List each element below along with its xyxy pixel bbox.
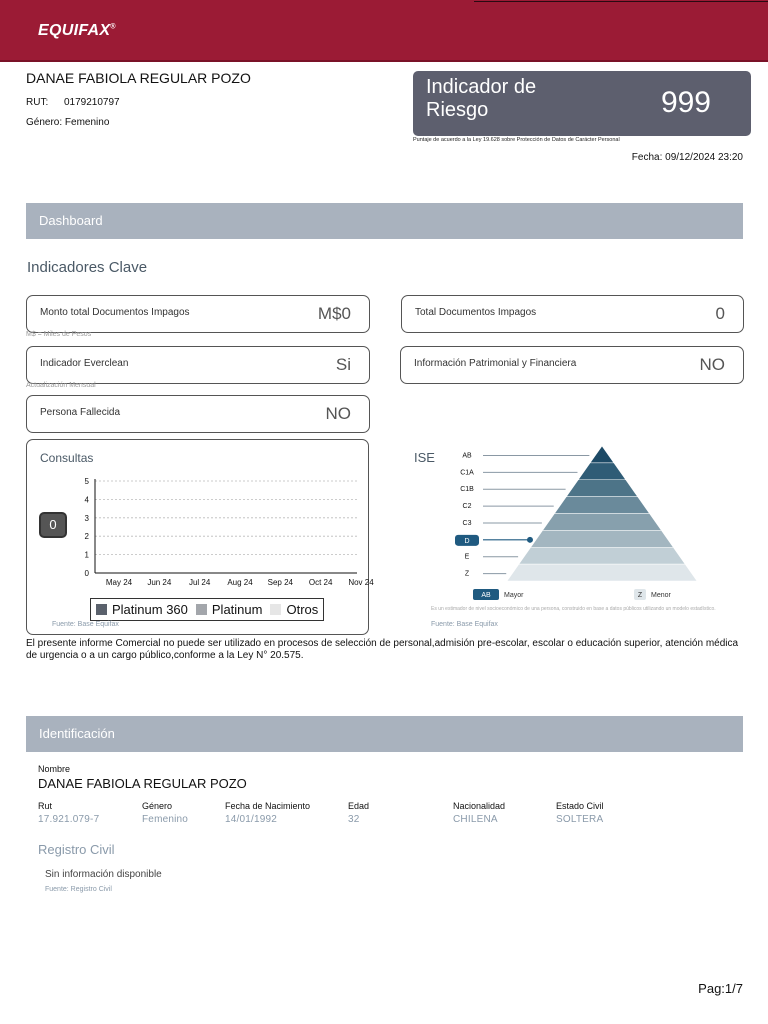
y-tick-label: 0 xyxy=(84,569,89,578)
identificacion-section-bar: Identificación xyxy=(26,716,743,752)
id-field-value: CHILENA xyxy=(453,814,498,825)
legal-disclaimer: El presente informe Comercial no puede ser utilizado en procesos de selección de personal,admisión pre-escolar, escolar o educación superior, atención médica de urgencia o a un cargo público,conforme a la Ley N° 20.575. xyxy=(26,638,739,661)
page-number: Pag:1/7 xyxy=(698,981,743,996)
ise-title: ISE xyxy=(414,450,435,465)
consultas-total-badge: 0 xyxy=(39,512,67,538)
y-tick-label: 2 xyxy=(84,532,89,542)
risk-legal-note: Puntaje de acuerdo a la Ley 19.628 sobre Protección de Datos de Carácter Personal xyxy=(413,137,620,143)
report-date: Fecha: 09/12/2024 23:20 xyxy=(631,152,743,163)
id-field-label: Género xyxy=(142,801,173,811)
ise-fine-print: Es un estimador de nivel socioeconómico de una persona, construido en base a datos públicos utilizando un modelo estadístico. xyxy=(431,606,716,612)
kpi-label: Información Patrimonial y Financiera xyxy=(414,358,577,369)
ise-level-e xyxy=(519,547,685,564)
registro-civil-empty: Sin información disponible xyxy=(45,869,162,880)
kpi-note-miles-de-pesos: M$ = Miles de Pesos xyxy=(26,331,92,338)
kpi-label: Monto total Documentos Impagos xyxy=(40,307,190,318)
kpi-label: Total Documentos Impagos xyxy=(415,307,537,318)
ise-level-label: C1B xyxy=(460,486,474,494)
id-field-label: Estado Civil xyxy=(556,801,604,811)
ise-legend-high-badge-label: AB xyxy=(481,592,491,599)
header-bottom-border xyxy=(0,60,768,62)
kpi-card-everclean xyxy=(26,346,370,384)
id-field-label: Edad xyxy=(348,801,370,811)
header-divider xyxy=(474,1,768,2)
ise-legend-low-badge-label: Z xyxy=(637,592,643,599)
risk-score: 999 xyxy=(660,86,711,119)
x-tick-label: Oct 24 xyxy=(308,578,333,587)
ise-legend-low-label: Menor xyxy=(651,592,671,599)
y-tick-label: 3 xyxy=(84,513,89,523)
ise-level-label: E xyxy=(464,553,470,561)
id-field-label: Fecha de Nacimiento xyxy=(225,801,311,811)
x-tick-label: Sep 24 xyxy=(267,578,294,587)
y-tick-label: 4 xyxy=(84,495,89,505)
kpi-value: NO xyxy=(325,404,351,423)
ise-level-label: D xyxy=(464,537,470,545)
consultas-title: Consultas xyxy=(40,451,94,465)
person-name: DANAE FABIOLA REGULAR POZO xyxy=(26,70,251,86)
id-field-value: Femenino xyxy=(142,814,189,825)
kpi-label: Indicador Everclean xyxy=(40,358,129,369)
id-field-value: SOLTERA xyxy=(556,814,604,825)
id-field-value: 17.921.079-7 xyxy=(38,814,100,825)
x-tick-label: Nov 24 xyxy=(348,578,374,587)
risk-indicator-title: Indicador de Riesgo xyxy=(426,76,537,121)
legend-swatch xyxy=(96,604,107,615)
ise-level-label: C1A xyxy=(460,469,474,477)
ise-level-label: AB xyxy=(462,452,472,460)
kpi-value: Si xyxy=(335,355,351,374)
ise-level-ab xyxy=(590,446,614,463)
ise-level-label: C2 xyxy=(462,503,472,511)
kpi-value: NO xyxy=(699,355,725,374)
kpi-card-patrimonial xyxy=(400,346,744,384)
ise-selected-marker xyxy=(527,537,533,543)
kpi-note-actualizacion: Actualización Mensual xyxy=(26,382,96,389)
y-tick-label: 1 xyxy=(84,550,89,560)
x-tick-label: Jul 24 xyxy=(188,578,211,587)
ise-level-label: C3 xyxy=(462,519,472,527)
ise-level-d xyxy=(531,530,674,547)
ise-level-c1a xyxy=(578,463,626,480)
ise-level-c2 xyxy=(555,497,650,514)
legend-swatch xyxy=(270,604,281,615)
ise-level-c1b xyxy=(566,480,637,497)
kpi-card-total-documentos xyxy=(401,295,744,333)
id-field-value: 14/01/1992 xyxy=(225,814,278,825)
legend-swatch xyxy=(196,604,207,615)
ise-source: Fuente: Base Equifax xyxy=(431,621,498,628)
dashboard-section-bar: Dashboard xyxy=(26,203,743,239)
kpi-label: Persona Fallecida xyxy=(40,407,121,418)
registro-civil-title: Registro Civil xyxy=(38,842,115,857)
ise-pyramid xyxy=(420,440,710,605)
rut-row xyxy=(26,97,120,108)
consultas-card xyxy=(26,439,374,635)
legend-item-otros: Otros xyxy=(270,602,318,617)
x-tick-label: Aug 24 xyxy=(227,578,253,587)
x-tick-label: Jun 24 xyxy=(147,578,172,587)
x-tick-label: May 24 xyxy=(105,578,133,587)
y-tick-label: 5 xyxy=(84,477,89,486)
equifax-logo: EQUIFAX® xyxy=(38,22,116,39)
id-field-label: Rut xyxy=(38,801,53,811)
rut-label: RUT: xyxy=(26,97,49,108)
chart-legend xyxy=(90,598,324,621)
ise-legend-high-label: Mayor xyxy=(504,592,524,599)
ise-level-z xyxy=(507,564,697,581)
id-field-label: Nacionalidad xyxy=(453,801,506,811)
kpi-card-fallecida xyxy=(26,395,370,433)
rut-value: 0179210797 xyxy=(64,97,120,108)
kpi-value: M$0 xyxy=(317,304,351,323)
ise-level-label: Z xyxy=(464,570,470,578)
indicators-title: Indicadores Clave xyxy=(27,259,148,276)
legend-item-platinum-360: Platinum 360 xyxy=(96,602,188,617)
gender-row: Género: Femenino xyxy=(26,117,110,128)
consultas-source: Fuente: Base Equifax xyxy=(52,621,119,628)
kpi-card-monto-total xyxy=(26,295,370,333)
risk-indicator-box xyxy=(413,71,751,136)
kpi-value: 0 xyxy=(715,304,725,323)
legend-item-platinum: Platinum xyxy=(196,602,263,617)
id-name-label: Nombre xyxy=(38,764,71,774)
id-name-value: DANAE FABIOLA REGULAR POZO xyxy=(38,776,247,791)
consultas-chart xyxy=(77,474,374,592)
registro-civil-source: Fuente: Registro Civil xyxy=(45,886,112,893)
id-field-value: 32 xyxy=(348,814,360,825)
ise-level-c3 xyxy=(543,514,662,531)
